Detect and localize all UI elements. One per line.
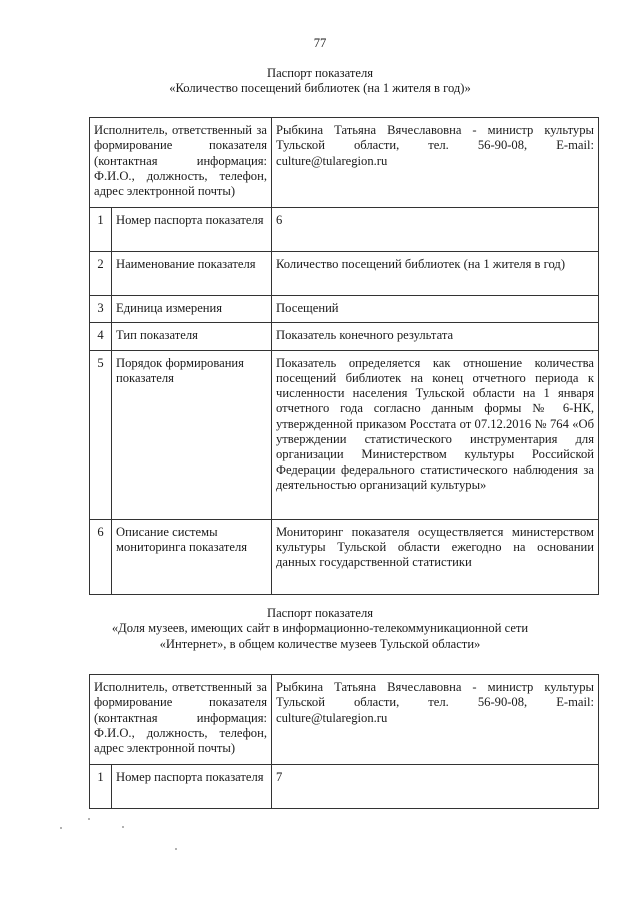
row-number: 5	[90, 350, 112, 519]
row-value: Количество посещений библиотек (на 1 жителя в год)	[272, 252, 599, 296]
passport-2-heading	[0, 606, 640, 652]
page-number: 77	[313, 36, 327, 50]
executor-label: Исполнитель, ответственный за формирование показателя (контактная информация: Ф.И.О., должность, телефон, адрес электронной почты)	[90, 118, 272, 208]
passport-1-title: Паспорт показателя	[266, 66, 374, 80]
executor-label: Исполнитель, ответственный за формирование показателя (контактная информация: Ф.И.О., должность, телефон, адрес электронной почты)	[90, 675, 272, 765]
passport-2-title: Паспорт показателя	[266, 606, 374, 620]
table-row	[90, 252, 599, 296]
passport-2-subtitle-line-2: «Интернет», в общем количестве музеев Тульской области»	[159, 636, 481, 651]
table-row	[90, 765, 599, 809]
row-value: 6	[272, 208, 599, 252]
scan-speck	[88, 818, 90, 820]
row-label: Номер паспорта показателя	[112, 765, 272, 809]
row-label: Описание системы мониторинга показателя	[112, 519, 272, 594]
row-number: 4	[90, 323, 112, 350]
scan-speck	[60, 827, 62, 829]
table-row	[90, 323, 599, 350]
row-number: 1	[90, 765, 112, 809]
row-label: Номер паспорта показателя	[112, 208, 272, 252]
executor-row	[90, 675, 599, 765]
passport-1-table	[89, 117, 599, 595]
row-number: 6	[90, 519, 112, 594]
row-number: 2	[90, 252, 112, 296]
passport-2-table	[89, 674, 599, 809]
row-label: Единица измерения	[112, 296, 272, 323]
table-row	[90, 208, 599, 252]
row-label: Наименование показателя	[112, 252, 272, 296]
row-label: Порядок формирования показателя	[112, 350, 272, 519]
scan-speck	[122, 826, 124, 828]
passport-1-subtitle: «Количество посещений библиотек (на 1 жителя в год)»	[169, 81, 471, 96]
passport-2-subtitle-line-1: «Доля музеев, имеющих сайт в информационно-телекоммуникационной сети	[111, 621, 529, 636]
executor-row	[90, 118, 599, 208]
executor-value: Рыбкина Татьяна Вячеславовна - министр культуры Тульской области, тел. 56-90-08, E-mail: culture@tularegion.ru	[272, 118, 599, 208]
row-number: 3	[90, 296, 112, 323]
table-row	[90, 296, 599, 323]
row-value: Показатель конечного результата	[272, 323, 599, 350]
row-value: Мониторинг показателя осуществляется министерством культуры Тульской области ежегодно на основании данных государственной статистики	[272, 519, 599, 594]
executor-value: Рыбкина Татьяна Вячеславовна - министр культуры Тульской области, тел. 56-90-08, E-mail: culture@tularegion.ru	[272, 675, 599, 765]
table-row	[90, 519, 599, 594]
table-row	[90, 350, 599, 519]
passport-1-heading	[0, 66, 640, 97]
row-number: 1	[90, 208, 112, 252]
scan-speck	[175, 848, 177, 850]
row-value: Показатель определяется как отношение количества посещений библиотек на конец отчетного периода к численности населения Тульской области на 1 января отчетного года согласно данным формы № 6-НК, утвержденной приказом Росстата от 07.12.2016 № 764 «Об утверждении статистического инструментария для организации Министерством культуры Российской Федерации федерального статистического наблюдения за деятельностью организаций культуры»	[272, 350, 599, 519]
row-label: Тип показателя	[112, 323, 272, 350]
row-value: 7	[272, 765, 599, 809]
row-value: Посещений	[272, 296, 599, 323]
